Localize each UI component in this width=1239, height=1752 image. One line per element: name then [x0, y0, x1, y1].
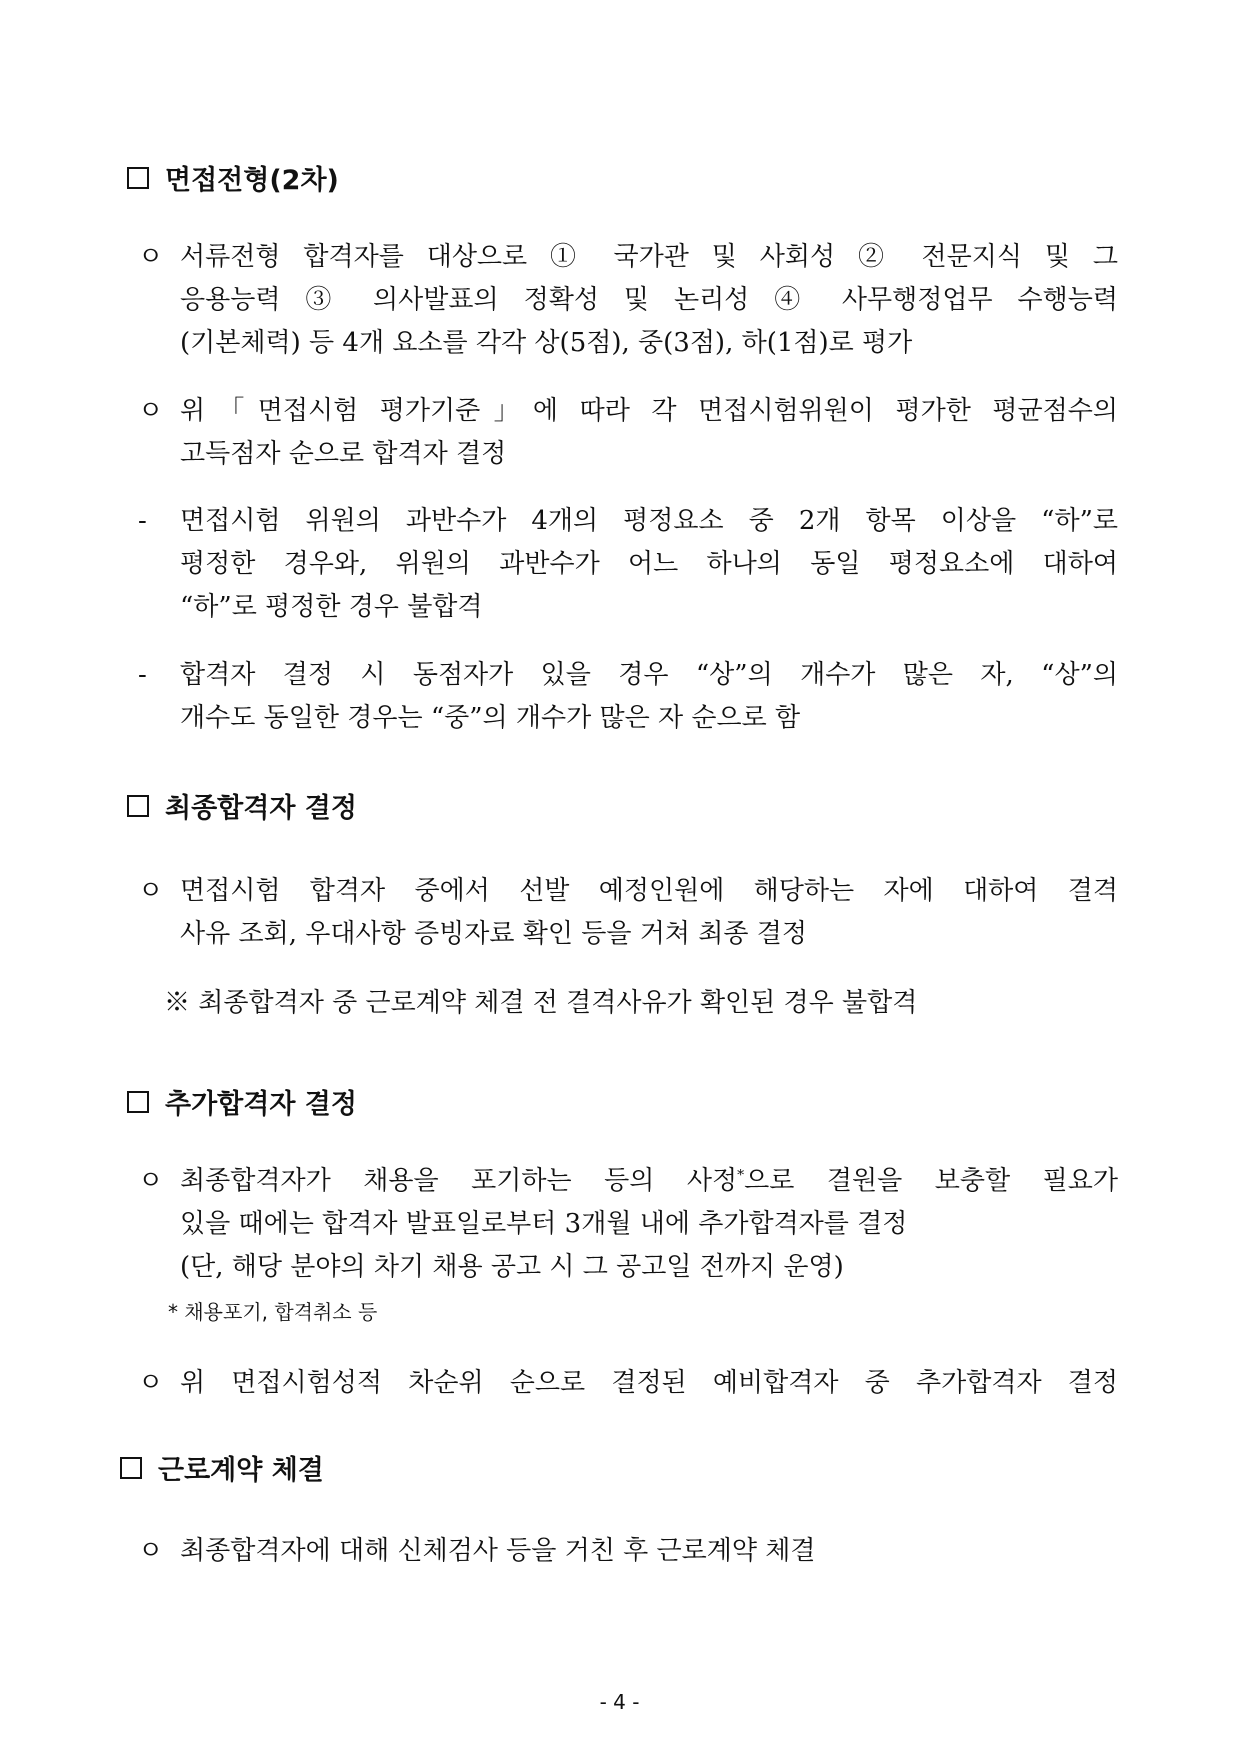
section-heading-text: 근로계약 체결: [158, 1455, 324, 1486]
section-heading-interview: [127, 158, 339, 197]
text-segment: 으로 결원을 보충할 필요가: [744, 1166, 1119, 1196]
checkbox-square-icon: [127, 795, 149, 817]
text-line: (단, 해당 분야의 차기 채용 공고 시 그 공고일 전까지 운영): [180, 1252, 844, 1282]
section-heading-final: [127, 786, 357, 825]
checkbox-square-icon: [120, 1457, 142, 1479]
checkbox-square-icon: [127, 167, 149, 189]
list-item: [138, 236, 1118, 365]
dash-bullet: -: [138, 506, 147, 536]
list-item: [138, 390, 1118, 476]
circle-bullet: ㅇ: [138, 876, 164, 906]
circle-bullet: ㅇ: [138, 242, 164, 272]
list-item: [138, 870, 1118, 956]
list-item: [138, 500, 1118, 629]
text-line: 면접시험 합격자 중에서 선발 예정인원에 해당하는 자에 대하여 결격: [180, 876, 1118, 906]
list-item: [138, 1530, 1118, 1573]
text-line: 사유 조회, 우대사항 증빙자료 확인 등을 거쳐 최종 결정: [180, 919, 807, 949]
circle-bullet: ㅇ: [138, 1368, 164, 1398]
section-heading-text: 최종합격자 결정: [165, 793, 357, 824]
text-line: 최종합격자에 대해 신체검사 등을 거친 후 근로계약 체결: [180, 1536, 816, 1566]
page-number: - 4 -: [599, 1690, 640, 1714]
text-line: 개수도 동일한 경우는 “중”의 개수가 많은 자 순으로 함: [180, 703, 801, 733]
reference-note: ※ 최종합격자 중 근로계약 체결 전 결격사유가 확인된 경우 불합격: [164, 988, 918, 1018]
section-heading-contract: [120, 1448, 324, 1487]
text-line: 위 면접시험성적 차순위 순으로 결정된 예비합격자 중 추가합격자 결정: [180, 1368, 1118, 1398]
text-line: 서류전형 합격자를 대상으로 ① 국가관 및 사회성 ② 전문지식 및 그: [180, 242, 1118, 272]
text-line: 고득점자 순으로 합격자 결정: [180, 439, 507, 469]
text-segment: 최종합격자가 채용을 포기하는 등의 사정: [180, 1166, 738, 1196]
circle-bullet: ㅇ: [138, 1536, 164, 1566]
dash-bullet: -: [138, 660, 147, 690]
circle-bullet: ㅇ: [138, 1166, 164, 1196]
text-line: 합격자 결정 시 동점자가 있을 경우 “상”의 개수가 많은 자, “상”의: [180, 660, 1118, 690]
text-line: 평정한 경우와, 위원의 과반수가 어느 하나의 동일 평정요소에 대하여: [180, 549, 1118, 579]
text-line: 위「면접시험 평가기준」에 따라 각 면접시험위원이 평가한 평균점수의: [180, 396, 1118, 426]
text-line: “하”로 평정한 경우 불합격: [180, 592, 483, 622]
section-heading-text: 추가합격자 결정: [165, 1089, 357, 1120]
text-line: 응용능력 ③ 의사발표의 정확성 및 논리성 ④ 사무행정업무 수행능력: [180, 285, 1118, 315]
text-line: 있을 때에는 합격자 발표일로부터 3개월 내에 추가합격자를 결정: [180, 1209, 908, 1239]
text-line: (기본체력) 등 4개 요소를 각각 상(5점), 중(3점), 하(1점)로 평가: [180, 328, 913, 358]
section-heading-additional: [127, 1082, 357, 1121]
circle-bullet: ㅇ: [138, 396, 164, 426]
list-item: [138, 1362, 1118, 1405]
list-item: [138, 1160, 1118, 1289]
text-line: [180, 1160, 1118, 1203]
text-line: 면접시험 위원의 과반수가 4개의 평정요소 중 2개 항목 이상을 “하”로: [180, 506, 1118, 536]
footnote-marker: *: [737, 1167, 745, 1184]
checkbox-square-icon: [127, 1091, 149, 1113]
footnote: * 채용포기, 합격취소 등: [168, 1300, 378, 1324]
list-item: [138, 654, 1118, 740]
section-heading-text: 면접전형(2차): [165, 165, 339, 196]
